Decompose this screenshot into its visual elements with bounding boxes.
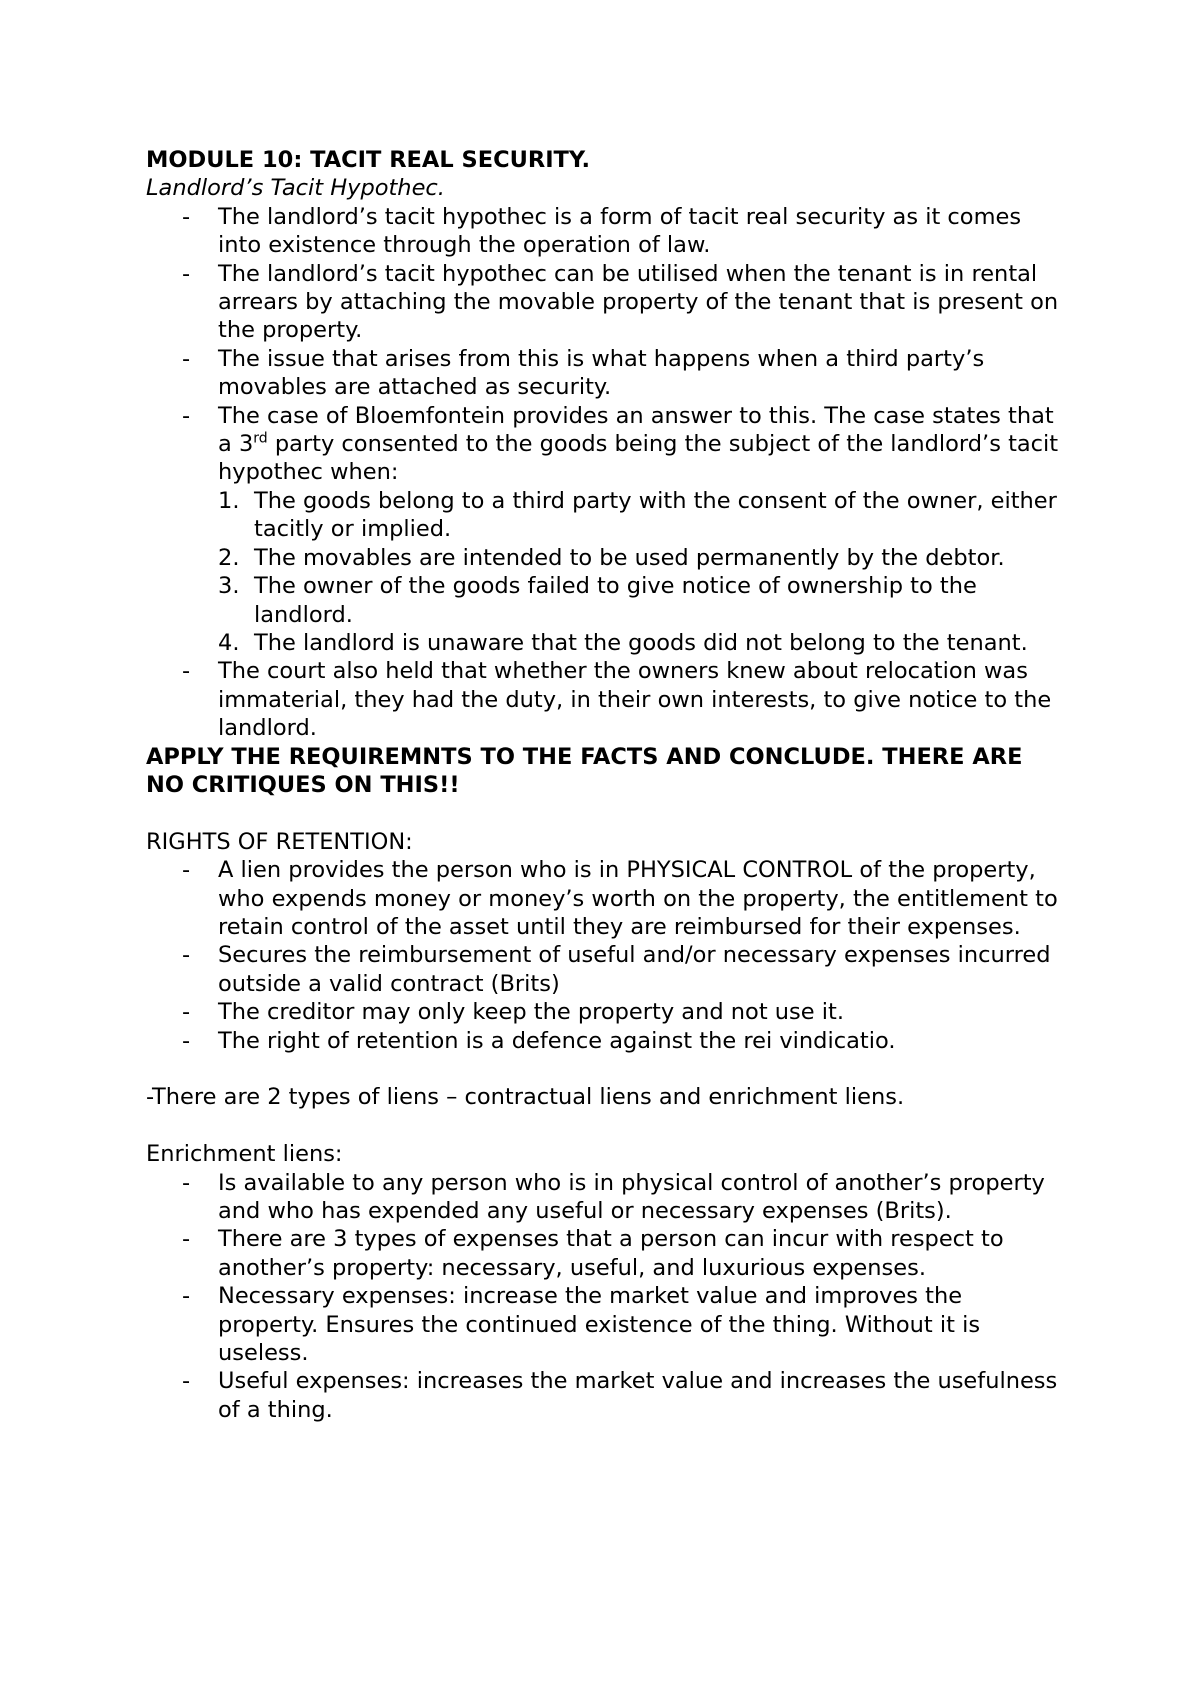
list-item-text: The issue that arises from this is what happens when a third party’s movables are attached as security. [218, 345, 985, 401]
list-item-text: Secures the reimbursement of useful and/or necessary expenses incurred outside a valid contract (Brits) [218, 942, 1051, 997]
dash-bullet-icon: - [182, 402, 191, 429]
list-item-text: The right of retention is a defence against the rei vindicatio. [218, 1027, 896, 1054]
blank-line [146, 799, 1066, 827]
list-item [146, 1169, 1066, 1226]
list-item [146, 856, 1066, 941]
list-item [146, 203, 1066, 260]
numbered-item [218, 572, 1066, 629]
dash-bullet-icon: - [182, 260, 191, 287]
dash-bullet-icon: - [182, 1226, 191, 1253]
dash-bullet-icon: - [182, 1169, 191, 1196]
blank-line [146, 1055, 1066, 1083]
dash-bullet-icon: - [182, 345, 191, 372]
document-page [146, 146, 1066, 1424]
number-marker: 4. [218, 629, 240, 656]
list-item-text: A lien provides the person who is in PHYSICAL CONTROL of the property, who expends money or money’s worth on the property, the entitlement to retain control of the asset until they are reimbursed for their expenses. [218, 857, 1058, 940]
dash-bullet-icon: - [182, 658, 191, 685]
dash-bullet-icon: - [182, 942, 191, 969]
list-item [146, 657, 1066, 742]
retention-bullet-list [146, 856, 1066, 1055]
list-item-text: The court also held that whether the owners knew about relocation was immaterial, they had the duty, in their own interests, to give notice to the landlord. [218, 658, 1052, 742]
list-item [146, 402, 1066, 658]
number-marker: 1. [218, 487, 240, 514]
numbered-item [218, 487, 1066, 544]
list-item [146, 1027, 1066, 1055]
list-item-text: The landlord’s tacit hypothec can be utilised when the tenant is in rental arrears by attaching the movable property of the tenant that is present on the property. [218, 260, 1059, 344]
list-item [146, 1367, 1066, 1424]
list-item [146, 345, 1066, 402]
list-item [146, 941, 1066, 998]
list-item [146, 998, 1066, 1026]
enrichment-bullet-list [146, 1169, 1066, 1425]
list-item-text: Useful expenses: increases the market value and increases the usefulness of a thing. [218, 1368, 1058, 1423]
module-title: MODULE 10: TACIT REAL SECURITY. [146, 147, 591, 173]
lien-types-text: -There are 2 types of liens – contractual liens and enrichment liens. [146, 1084, 905, 1111]
list-item-text: The creditor may only keep the property and not use it. [218, 999, 844, 1026]
section-heading-enrichment-liens: Enrichment liens: [146, 1141, 343, 1168]
list-item-text: Necessary expenses: increase the market value and improves the property. Ensures the continued existence of the thing. Without it is useless. [218, 1283, 981, 1367]
dash-bullet-icon: - [182, 1283, 191, 1310]
numbered-item [218, 629, 1066, 657]
list-item-text: Is available to any person who is in physical control of another’s property and who has expended any useful or necessary expenses (Brits). [218, 1169, 1045, 1224]
numbered-item [218, 544, 1066, 572]
dash-bullet-icon: - [182, 1368, 191, 1395]
blank-line [146, 1112, 1066, 1140]
list-item [146, 260, 1066, 345]
dash-bullet-icon: - [182, 999, 191, 1026]
requirements-numbered-list [218, 487, 1066, 657]
numbered-item-text: The owner of the goods failed to give notice of ownership to the landlord. [254, 573, 977, 628]
section-heading-landlords-tacit-hypothec: Landlord’s Tacit Hypothec. [146, 175, 445, 202]
number-marker: 3. [218, 573, 240, 600]
numbered-item-text: The goods belong to a third party with the consent of the owner, either tacitly or implied. [254, 487, 1057, 543]
list-item [146, 1225, 1066, 1282]
dash-bullet-icon: - [182, 857, 191, 884]
numbered-item-text: The movables are intended to be used permanently by the debtor. [254, 544, 1005, 571]
list-item-text: The landlord’s tacit hypothec is a form of tacit real security as it comes into existence through the operation of law. [218, 203, 1022, 259]
list-item-text: There are 3 types of expenses that a person can incur with respect to another’s property: necessary, useful, and luxurious expenses. [218, 1226, 1004, 1281]
case-text-before-sup: The case of Bloemfontein provides an answer to this. The case states that a 3 [218, 402, 1054, 458]
ordinal-superscript: rd [253, 430, 268, 447]
case-text-after-sup: party consented to the goods being the subject of the landlord’s tacit hypothec when: [218, 431, 1059, 486]
numbered-item-text: The landlord is unaware that the goods did not belong to the tenant. [254, 629, 1028, 656]
instruction-text: APPLY THE REQUIREMNTS TO THE FACTS AND CONCLUDE. THERE ARE NO CRITIQUES ON THIS!! [146, 743, 1023, 798]
dash-bullet-icon: - [182, 1027, 191, 1054]
number-marker: 2. [218, 544, 240, 571]
section-heading-rights-of-retention: RIGHTS OF RETENTION: [146, 828, 413, 855]
list-item [146, 1282, 1066, 1367]
dash-bullet-icon: - [182, 203, 191, 230]
hypothec-bullet-list [146, 203, 1066, 743]
